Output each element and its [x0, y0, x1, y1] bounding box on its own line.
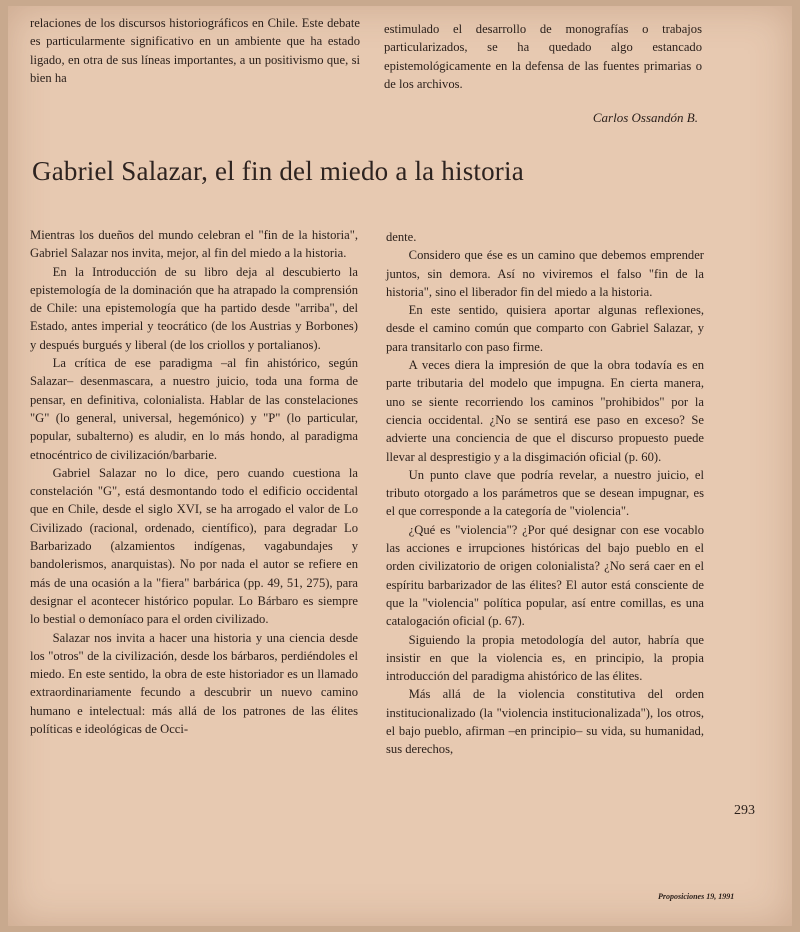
paragraph: ¿Qué es "violencia"? ¿Por qué designar con ese vocablo las acciones e irrupciones históricas del bajo pueblo en el orden civilizatorio de origen colonialista? ¿No será caer en el espíritu barbarizador de las élites? El autor está consciente de que la "violencia" política popular, así entre comillas, es una catalogación oficial (p. 67).	[386, 522, 704, 629]
paragraph: La crítica de ese paradigma –al fin ahistórico, según Salazar– desenmascara, a nuestro juicio, toda una forma de pensar, en definitiva, colonialista. Hablar de las constelaciones "G" (lo general, universal, hegemónico) y "P" (lo particular, popular, subalterno) es aludir, en lo más hondo, al paradigma etnocéntrico de civilización/barbarie.	[30, 356, 358, 462]
author-signature: Carlos Ossandón B.	[592, 110, 698, 125]
paragraph: Considero que ése es un camino que debemos emprender juntos, sin demora. Así no viviremos el falso "fin de la historia", sino el liberador fin del miedo a la historia.	[386, 248, 704, 299]
top-right-column	[384, 20, 702, 93]
article-right-column	[386, 228, 704, 759]
paragraph: Un punto clave que podría revelar, a nuestro juicio, el tributo otorgado a los parámetros que se desean impugnar, es el que corresponde a la categoría de "violencia".	[386, 467, 704, 519]
paragraph: Salazar nos invita a hacer una historia y una ciencia desde los "otros" de la civilización, desde los bárbaros, perdiéndoles el miedo. En este sentido, la obra de este historiador es un llamado extraordinariamente fecundo a descubrir un nuevo camino humano e intelectual: más allá de los patrones de las élites políticas e ideológicas de Occi-	[30, 630, 358, 737]
paragraph: Gabriel Salazar no lo dice, pero cuando cuestiona la constelación "G", está desmontando todo el edificio occidental que en Chile, desde el siglo XVI, se ha arrogado el valor de Lo Civilizado (racional, ordenado, científico), para degradar Lo Barbarizado (alzamientos indígenas, vagabundajes y bandolerismos, anarquistas). No por nada el autor se refiere en más de una ocasión a la "fiera" barbárica (pp. 49, 51, 275), para designar el acontecer histórico popular. Lo Bárbaro es siempre lo bestial o demoníaco para el orden civilizado.	[30, 465, 358, 627]
top-left-paragraph: relaciones de los discursos historiográficos en Chile. Este debate es particularmente significativo en un ambiente que ha estado ligado, en otra de sus líneas importantes, a un positivismo que, si bien ha	[30, 16, 360, 85]
paragraph: A veces diera la impresión de que la obra todavía es en parte tributaria del modelo que impugna. En cierta manera, uno se siente recorriendo los caminos "prohibidos" por la ciencia occidental. ¿No se sentirá ese paso en exceso? Se advierte una conciencia de que el discurso propuesto puede llevar al desprestigio y a la disgimación oficial (p. 60).	[386, 358, 704, 464]
paragraph: En la Introducción de su libro deja al descubierto la epistemología de la dominación que ha atrapado la comprensión de Chile: una epistemología que ha partido desde "arriba", del Estado, antes imperial y teocrático (de los Austrias y Borbones) y después burgués y liberal (de los criollos y portalianos).	[30, 264, 358, 352]
top-right-paragraph: estimulado el desarrollo de monografías o trabajos particularizados, se ha quedado algo estancado epistemológicamente en la defensa de las fuentes primarias o de los archivos.	[384, 22, 702, 91]
page	[8, 6, 792, 926]
journal-footer: Proposiciones 19, 1991	[658, 892, 735, 901]
paragraph: En este sentido, quisiera aportar algunas reflexiones, desde el camino común que comparto con Gabriel Salazar, y para transitarlo con paso firme.	[386, 303, 704, 354]
paragraph: Siguiendo la propia metodología del autor, habría que insistir en que la violencia es, en principio, la propia introducción del paradigma ahistórico de las élites.	[386, 632, 704, 684]
top-left-column	[30, 14, 360, 87]
article-title: Gabriel Salazar, el fin del miedo a la historia	[32, 156, 524, 186]
paragraph: Más allá de la violencia constitutiva del orden institucionalizado (la "violencia institucionalizada"), los otros, el bajo pueblo, afirman –en principio– su vida, su humanidad, sus derechos,	[386, 687, 704, 757]
page-number: 293	[734, 803, 755, 818]
article-left-column	[30, 226, 358, 738]
paragraph: Mientras los dueños del mundo celebran el "fin de la historia", Gabriel Salazar nos invita, mejor, al fin del miedo a la historia.	[30, 228, 358, 261]
paragraph: dente.	[386, 230, 417, 244]
